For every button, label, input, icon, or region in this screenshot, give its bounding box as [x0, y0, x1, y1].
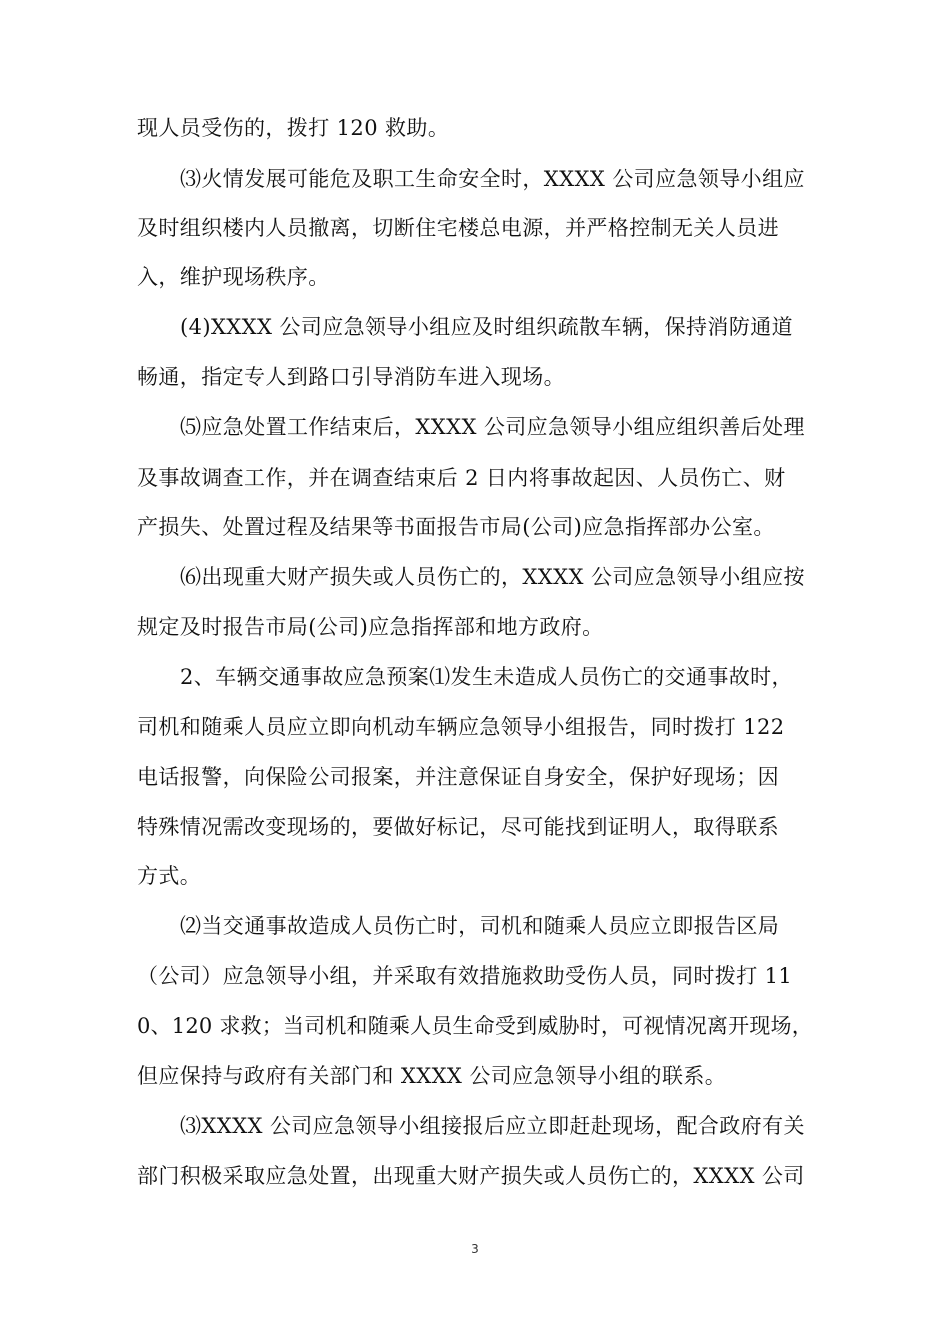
- text-line-9: 产损失、处置过程及结果等书面报告市局(公司)应急指挥部办公室。: [137, 515, 775, 539]
- text-line-12: 2、车辆交通事故应急预案⑴发生未造成人员伤亡的交通事故时，: [180, 665, 793, 689]
- text-line-19: 0、120 求救；当司机和随乘人员生命受到威胁时，可视情况离开现场，: [137, 1014, 813, 1038]
- text-line-4: 入，维护现场秩序。: [137, 265, 330, 289]
- text-line-22: 部门积极采取应急处置，出现重大财产损失或人员伤亡的，XXXX 公司: [137, 1164, 805, 1188]
- text-line-15: 特殊情况需改变现场的，要做好标记，尽可能找到证明人，取得联系: [137, 815, 779, 839]
- text-line-14: 电话报警，向保险公司报案，并注意保证自身安全，保护好现场；因: [137, 765, 779, 789]
- text-line-10: ⑹出现重大财产损失或人员伤亡的，XXXX 公司应急领导小组应按: [180, 565, 805, 589]
- text-line-16: 方式。: [137, 864, 202, 888]
- text-line-17: ⑵当交通事故造成人员伤亡时，司机和随乘人员应立即报告区局: [180, 914, 780, 938]
- text-line-6: 畅通，指定专人到路口引导消防车进入现场。: [137, 365, 565, 389]
- text-line-20: 但应保持与政府有关部门和 XXXX 公司应急领导小组的联系。: [137, 1064, 727, 1088]
- text-line-3: 及时组织楼内人员撤离，切断住宅楼总电源，并严格控制无关人员进: [137, 216, 779, 240]
- text-line-11: 规定及时报告市局(公司)应急指挥部和地方政府。: [137, 615, 604, 639]
- text-line-7: ⑸应急处置工作结束后，XXXX 公司应急领导小组应组织善后处理: [180, 415, 805, 439]
- text-line-13: 司机和随乘人员应立即向机动车辆应急领导小组报告，同时拨打 122: [137, 715, 785, 739]
- text-line-2: ⑶火情发展可能危及职工生命安全时，XXXX 公司应急领导小组应: [180, 167, 805, 191]
- text-line-1: 现人员受伤的，拨打 120 救助。: [137, 116, 450, 140]
- text-line-21: ⑶XXXX 公司应急领导小组接报后应立即赶赴现场，配合政府有关: [180, 1114, 805, 1138]
- text-line-18: （公司）应急领导小组，并采取有效措施救助受伤人员，同时拨打 11: [137, 964, 793, 988]
- text-line-8: 及事故调查工作，并在调查结束后 2 日内将事故起因、人员伤亡、财: [137, 466, 786, 490]
- page-number: 3: [471, 1242, 479, 1256]
- text-line-5: (4)XXXX 公司应急领导小组应及时组织疏散车辆，保持消防通道: [180, 315, 794, 339]
